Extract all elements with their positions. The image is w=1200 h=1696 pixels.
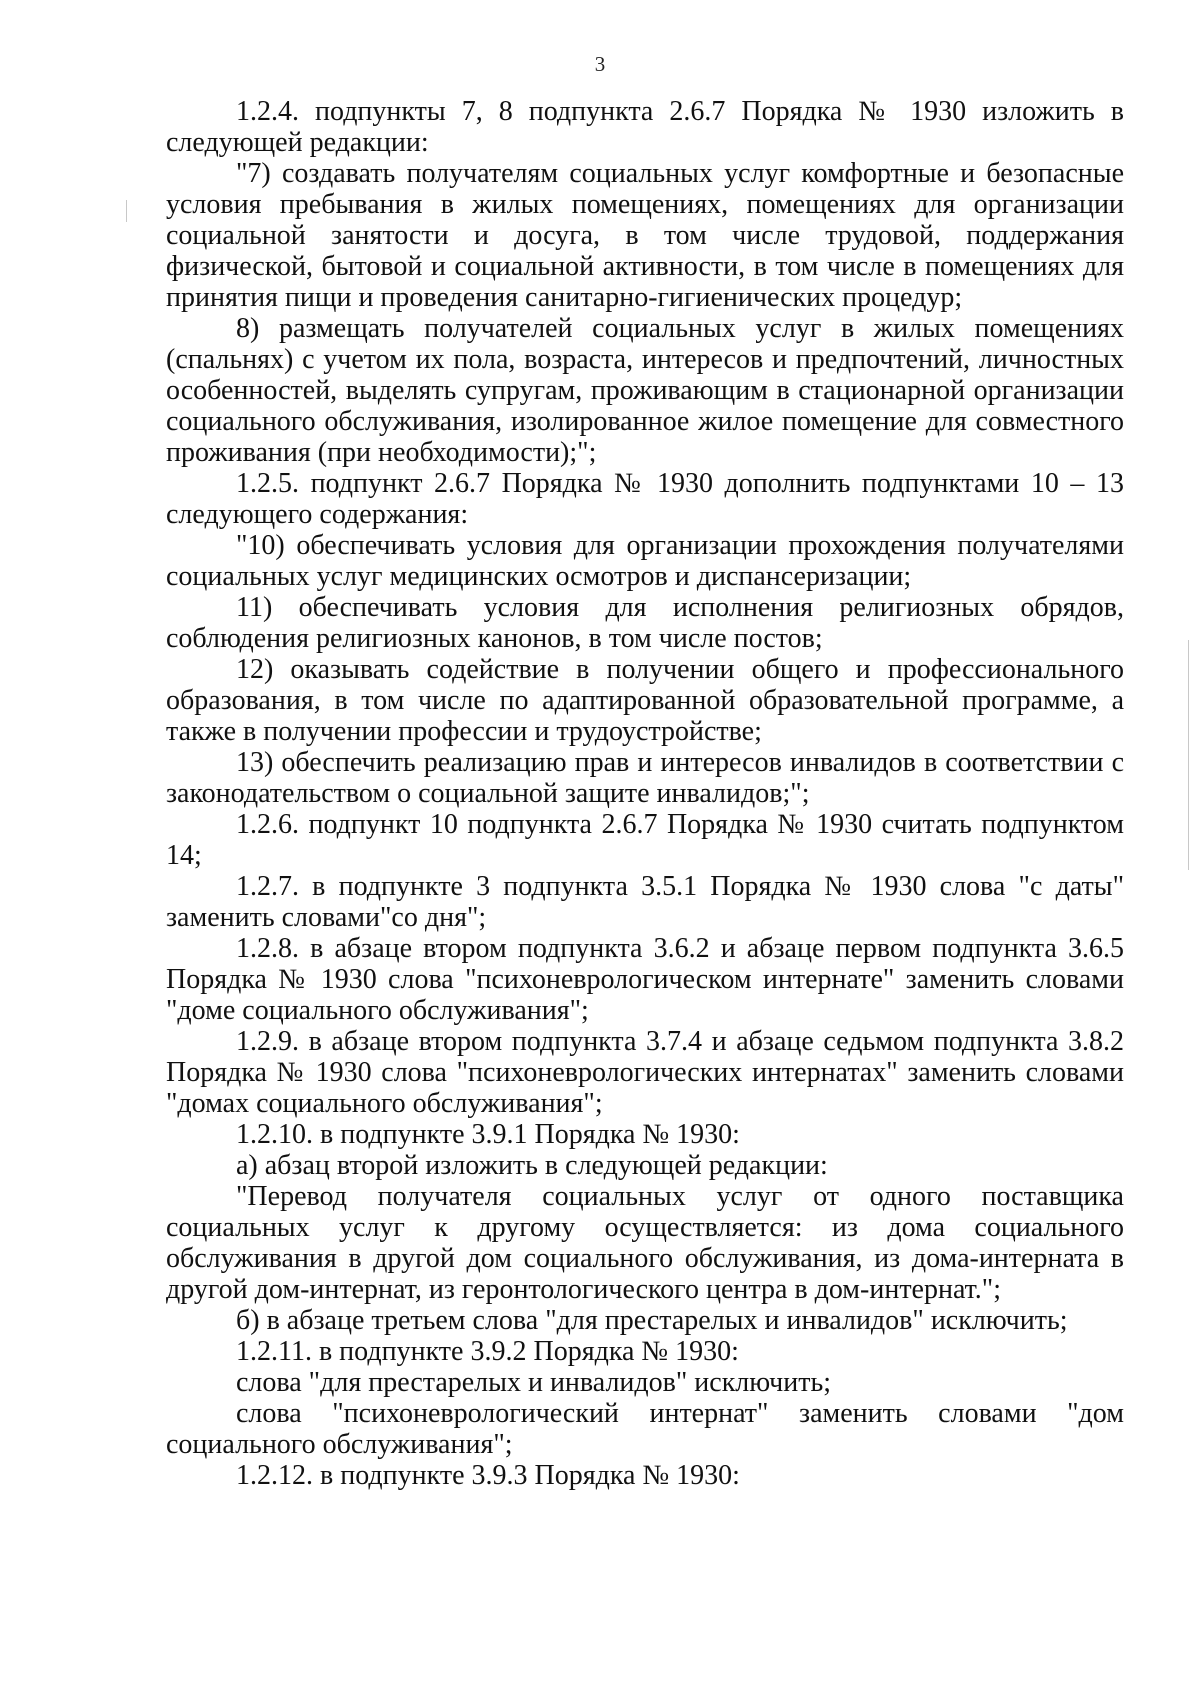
- paragraph-1-2-4: 1.2.4. подпункты 7, 8 подпункта 2.6.7 Порядка № 1930 изложить в следующей редакции:: [166, 96, 1124, 158]
- scan-artifact-right: [1188, 640, 1189, 870]
- paragraph-1-2-6: 1.2.6. подпункт 10 подпункта 2.6.7 Порядка № 1930 считать подпунктом 14;: [166, 809, 1124, 871]
- paragraph-item-11: 11) обеспечивать условия для исполнения религиозных обрядов, соблюдения религиозных канонов, в том числе постов;: [166, 592, 1124, 654]
- document-body: [166, 96, 1124, 1491]
- paragraph-1-2-9: 1.2.9. в абзаце втором подпункта 3.7.4 и абзаце седьмом подпункта 3.8.2 Порядка № 1930 слова "психоневрологических интернатах" заменить словами "домах социального обслуживания";: [166, 1026, 1124, 1119]
- paragraph-1-2-10: 1.2.10. в подпункте 3.9.1 Порядка № 1930:: [236, 1119, 740, 1150]
- paragraph-1-2-11-words-1: слова "для престарелых и инвалидов" исключить;: [236, 1367, 831, 1398]
- paragraph-1-2-12: 1.2.12. в подпункте 3.9.3 Порядка № 1930:: [236, 1460, 740, 1491]
- paragraph-item-12: 12) оказывать содействие в получении общего и профессионального образования, в том числе по адаптированной образовательной программе, а также в получении профессии и трудоустройстве;: [166, 654, 1124, 747]
- paragraph-1-2-11-words-2: слова "психоневрологический интернат" заменить словами "дом социального обслуживания";: [166, 1398, 1124, 1460]
- paragraph-1-2-5: 1.2.5. подпункт 2.6.7 Порядка № 1930 дополнить подпунктами 10 – 13 следующего содержания:: [166, 468, 1124, 530]
- paragraph-item-8: 8) размещать получателей социальных услуг в жилых помещениях (спальнях) с учетом их пола, возраста, интересов и предпочтений, личностных особенностей, выделять супругам, проживающим в стационарной организации социального обслуживания, изолированное жилое помещение для совместного проживания (при необходимости);";: [166, 313, 1124, 468]
- paragraph-quote-transfer: "Перевод получателя социальных услуг от одного поставщика социальных услуг к другому осуществляется: из дома социального обслуживания в другой дом социального обслуживания, из дома-интерната в другой дом-интернат, из геронтологического центра в дом-интернат.";: [166, 1181, 1124, 1305]
- paragraph-item-10: "10) обеспечивать условия для организации прохождения получателями социальных услуг медицинских осмотров и диспансеризации;: [166, 530, 1124, 592]
- paragraph-1-2-10-b: б) в абзаце третьем слова "для престарелых и инвалидов" исключить;: [236, 1305, 1068, 1336]
- paragraph-item-7: "7) создавать получателям социальных услуг комфортные и безопасные условия пребывания в жилых помещениях, помещениях для организации социальной занятости и досуга, в том числе трудовой, поддержания физической, бытовой и социальной активности, в том числе в помещениях для принятия пищи и проведения санитарно-гигиенических процедур;: [166, 158, 1124, 313]
- scan-artifact-left: [126, 200, 127, 222]
- paragraph-1-2-8: 1.2.8. в абзаце втором подпункта 3.6.2 и абзаце первом подпункта 3.6.5 Порядка № 1930 слова "психоневрологическом интернате" заменить словами "доме социального обслуживания";: [166, 933, 1124, 1026]
- paragraph-1-2-7: 1.2.7. в подпункте 3 подпункта 3.5.1 Порядка № 1930 слова "с даты" заменить словами"со дня";: [166, 871, 1124, 933]
- paragraph-1-2-11: 1.2.11. в подпункте 3.9.2 Порядка № 1930:: [236, 1336, 739, 1367]
- page-number: 3: [594, 52, 606, 76]
- paragraph-1-2-10-a: а) абзац второй изложить в следующей редакции:: [236, 1150, 828, 1181]
- paragraph-item-13: 13) обеспечить реализацию прав и интересов инвалидов в соответствии с законодательством о социальной защите инвалидов;";: [166, 747, 1124, 809]
